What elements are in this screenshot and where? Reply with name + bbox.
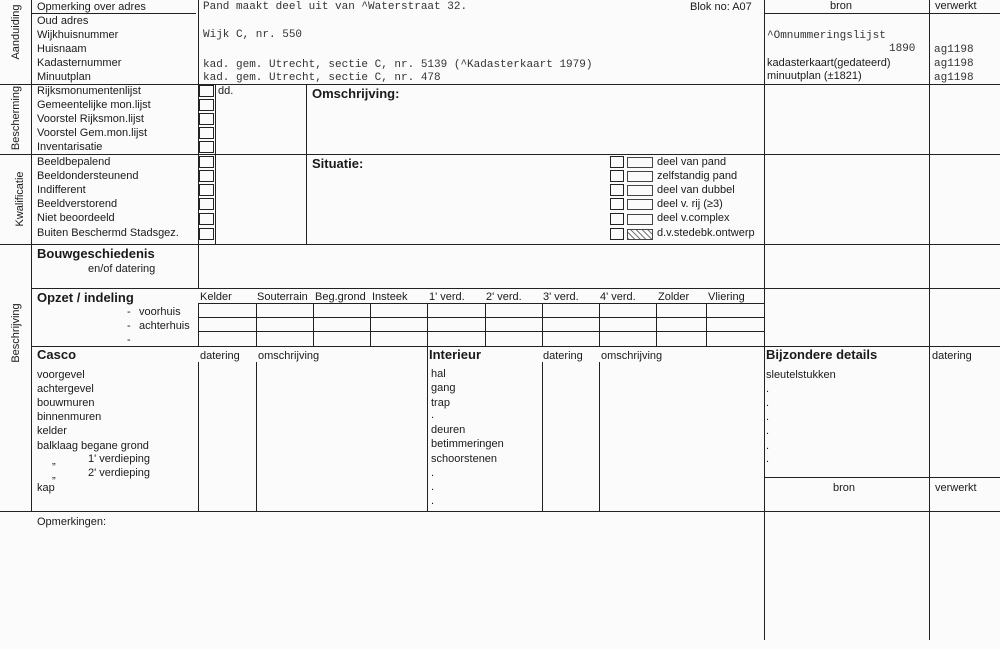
- opzet-col-6: [542, 303, 543, 346]
- section-beschrijving: Beschrijving: [10, 303, 22, 363]
- casco-int-split: [427, 346, 428, 511]
- casco-datering: datering: [200, 350, 240, 362]
- row-line-casco-end: [0, 511, 1000, 512]
- interieur-dot-2: .: [431, 467, 435, 479]
- option-deel-van-dubbel: deel van dubbel: [657, 184, 735, 196]
- label-wijkhuisnummer: Wijkhuisnummer: [37, 29, 119, 41]
- title-interieur: Interieur: [429, 347, 482, 362]
- col-3-verd: 3' verd.: [543, 291, 579, 303]
- opzet-col-2: [313, 303, 314, 346]
- interieur-trap: trap: [431, 397, 450, 409]
- col-zolder: Zolder: [658, 291, 690, 303]
- int-col-oms: [599, 362, 600, 511]
- row-dash-1: -: [127, 306, 131, 318]
- row-achterhuis: achterhuis: [139, 320, 190, 332]
- bijz-dot-4: .: [766, 425, 770, 437]
- label-buiten-beschermd: Buiten Beschermd Stadsgez.: [37, 227, 179, 239]
- verwerkt-3: ag1198: [934, 72, 974, 84]
- label-situatie: Situatie:: [312, 156, 364, 171]
- option-deel-van-pand: deel van pand: [657, 156, 727, 168]
- label-minuutplan: Minuutplan: [37, 71, 91, 83]
- casco-2-verdieping: 2' verdieping: [88, 467, 151, 479]
- checkbox-beeldbepalend[interactable]: [199, 156, 214, 168]
- casco-balklaag: balklaag begane grond: [37, 440, 149, 452]
- label-gemeentelijke-mon: Gemeentelijke mon.lijst: [37, 99, 151, 111]
- section-kwalificatie: Kwalificatie: [14, 171, 26, 227]
- building-double-icon: [627, 185, 653, 196]
- interieur-betimmeringen: betimmeringen: [431, 438, 504, 450]
- value-opmerking-adres: Pand maakt deel uit van ^Waterstraat 32.: [203, 1, 468, 13]
- label-dd: dd.: [218, 85, 234, 97]
- opzet-col-1: [256, 303, 257, 346]
- verwerkt-1: ag1198: [934, 44, 974, 56]
- label-beeldondersteunend: Beeldondersteunend: [37, 170, 139, 182]
- interieur-dot-3: .: [431, 481, 435, 493]
- header-bron-2: bron: [833, 482, 856, 494]
- label-indifferent: Indifferent: [37, 184, 86, 196]
- col-2-verd: 2' verd.: [486, 291, 522, 303]
- row-line-header: [764, 13, 1000, 14]
- title-bouwgeschiedenis: Bouwgeschiedenis: [37, 246, 155, 261]
- label-rijksmonumentenlijst: Rijksmonumentenlijst: [37, 85, 141, 97]
- casco-omschrijving: omschrijving: [258, 350, 320, 362]
- col-line-bouwg: [198, 244, 199, 288]
- label-inventarisatie: Inventarisatie: [37, 141, 103, 153]
- bron-omnummering: ^Omnummeringslijst: [767, 30, 886, 42]
- checkbox-gemmon[interactable]: [199, 99, 214, 111]
- building-urban-plan-icon: [627, 229, 653, 240]
- interieur-gang: gang: [431, 382, 456, 394]
- col-line-bron: [764, 0, 765, 640]
- section-bescherming: Bescherming: [10, 85, 22, 151]
- interieur-dot-4: .: [431, 495, 435, 507]
- option-stedebk-ontwerp: d.v.stedebk.ontwerp: [657, 227, 755, 239]
- casco-quote-1: „: [52, 455, 56, 467]
- casco-binnenmuren: binnenmuren: [37, 411, 102, 423]
- value-kadaster: kad. gem. Utrecht, sectie C, nr. 5139 (^Kadasterkaart 1979): [203, 59, 593, 71]
- checkbox-beeldverstorend[interactable]: [199, 198, 214, 210]
- label-kadasternummer: Kadasternummer: [37, 57, 122, 69]
- checkbox-inventarisatie[interactable]: [199, 141, 214, 153]
- row-line-kwalificatie: [0, 244, 1000, 245]
- casco-bouwmuren: bouwmuren: [37, 397, 95, 409]
- bijz-dot-3: .: [766, 411, 770, 423]
- bijz-dot-1: .: [766, 383, 770, 395]
- col-insteek: Insteek: [372, 291, 408, 303]
- col-line-omschr: [306, 84, 307, 244]
- opzet-col-7: [599, 303, 600, 346]
- casco-col-oms: [256, 362, 257, 511]
- casco-achtergevel: achtergevel: [37, 383, 94, 395]
- building-standalone-icon: [627, 171, 653, 182]
- label-omschrijving: Omschrijving:: [312, 86, 400, 101]
- checkbox-deel-v-rij[interactable]: [610, 198, 624, 210]
- opzet-col-5: [485, 303, 486, 346]
- option-zelfstandig-pand: zelfstandig pand: [657, 170, 738, 182]
- row-line-bescherming: [0, 154, 1000, 155]
- bijz-dot-5: .: [766, 440, 770, 452]
- opzet-col-8: [656, 303, 657, 346]
- checkbox-voorstel-rijksmon[interactable]: [199, 113, 214, 125]
- interieur-deuren: deuren: [431, 424, 466, 436]
- checkbox-indifferent[interactable]: [199, 184, 214, 196]
- building-part-icon: [627, 157, 653, 168]
- label-en-of-datering: en/of datering: [88, 263, 156, 275]
- bijz-dot-2: .: [766, 397, 770, 409]
- header-verwerkt: verwerkt: [935, 0, 977, 12]
- label-voorstel-gemmon: Voorstel Gem.mon.lijst: [37, 127, 148, 139]
- opzet-col-0: [198, 303, 199, 346]
- casco-kap: kap: [37, 482, 55, 494]
- label-voorstel-rijksmon: Voorstel Rijksmon.lijst: [37, 113, 144, 125]
- verwerkt-2: ag1198: [934, 58, 974, 70]
- title-casco: Casco: [37, 347, 77, 362]
- bijz-dot-6: .: [766, 453, 770, 465]
- checkbox-beeldondersteunend[interactable]: [199, 170, 214, 182]
- opzet-col-3: [370, 303, 371, 346]
- row-line-bouwgeschiedenis: [31, 288, 1000, 289]
- row-dash-3: -: [127, 334, 131, 346]
- col-1-verd: 1' verd.: [429, 291, 465, 303]
- label-beeldverstorend: Beeldverstorend: [37, 198, 118, 210]
- row-voorhuis: voorhuis: [139, 306, 181, 318]
- title-opzet-indeling: Opzet / indeling: [37, 290, 134, 305]
- row-dash-2: -: [127, 320, 131, 332]
- building-complex-icon: [627, 214, 653, 225]
- bron-kadasterkaart: kadasterkaart(gedateerd): [767, 57, 891, 69]
- value-minuut: kad. gem. Utrecht, sectie C, nr. 478: [203, 72, 441, 84]
- building-row-icon: [627, 199, 653, 210]
- checkbox-deel-v-complex[interactable]: [610, 213, 624, 225]
- checkbox-buiten-beschermd[interactable]: [199, 228, 214, 240]
- row-line-aanduiding: [0, 84, 1000, 85]
- row-line-bijz: [764, 477, 1000, 478]
- checkbox-zelfstandig-pand[interactable]: [610, 170, 624, 182]
- checkbox-niet-beoordeeld[interactable]: [199, 213, 214, 225]
- opzet-line-2: [198, 317, 764, 318]
- col-kelder: Kelder: [200, 291, 232, 303]
- col-line-dd: [215, 84, 216, 244]
- bron-omnummering-year: 1890: [889, 43, 916, 55]
- section-aanduiding: Aanduiding: [10, 4, 22, 60]
- header-verwerkt-2: verwerkt: [935, 482, 977, 494]
- casco-kelder: kelder: [37, 425, 67, 437]
- checkbox-rijksmon[interactable]: [199, 85, 214, 97]
- label-opmerkingen: Opmerkingen:: [37, 516, 107, 528]
- label-oud-adres: Oud adres: [37, 15, 89, 27]
- opzet-line-3: [198, 331, 764, 332]
- casco-1-verdieping: 1' verdieping: [88, 453, 151, 465]
- col-beg-grond: Beg.grond: [315, 291, 366, 303]
- header-bron: bron: [830, 0, 853, 12]
- interieur-dot-1: .: [431, 409, 435, 421]
- col-line-verwerkt: [929, 0, 930, 640]
- border-left: [31, 0, 32, 511]
- casco-col-dat: [198, 362, 199, 511]
- label-opmerking-adres: Opmerking over adres: [37, 1, 146, 13]
- opzet-col-9: [706, 303, 707, 346]
- interieur-schoorstenen: schoorstenen: [431, 453, 498, 465]
- casco-voorgevel: voorgevel: [37, 369, 85, 381]
- checkbox-deel-van-dubbel[interactable]: [610, 184, 624, 196]
- option-deel-v-rij: deel v. rij (≥3): [657, 198, 723, 210]
- blok-number: Blok no: A07: [690, 1, 752, 13]
- interieur-datering: datering: [543, 350, 583, 362]
- title-bijzondere-details: Bijzondere details: [766, 347, 878, 362]
- interieur-omschrijving: omschrijving: [601, 350, 663, 362]
- bron-minuutplan: minuutplan (±1821): [767, 70, 862, 82]
- col-4-verd: 4' verd.: [600, 291, 636, 303]
- int-col-dat: [542, 362, 543, 511]
- checkbox-voorstel-gemmon[interactable]: [199, 127, 214, 139]
- value-wijk: Wijk C, nr. 550: [203, 29, 303, 41]
- casco-quote-2: „: [52, 469, 56, 481]
- option-deel-v-complex: deel v.complex: [657, 212, 730, 224]
- interieur-hal: hal: [431, 368, 446, 380]
- opzet-col-4: [427, 303, 428, 346]
- col-vliering: Vliering: [708, 291, 745, 303]
- checkbox-stedebk-ontwerp[interactable]: [610, 228, 624, 240]
- label-niet-beoordeeld: Niet beoordeeld: [37, 212, 115, 224]
- bijzondere-datering: datering: [932, 350, 972, 362]
- checkbox-deel-van-pand[interactable]: [610, 156, 624, 168]
- bijzondere-sleutelstukken: sleutelstukken: [766, 369, 836, 381]
- col-souterrain: Souterrain: [257, 291, 308, 303]
- label-huisnaam: Huisnaam: [37, 43, 87, 55]
- label-beeldbepalend: Beeldbepalend: [37, 156, 111, 168]
